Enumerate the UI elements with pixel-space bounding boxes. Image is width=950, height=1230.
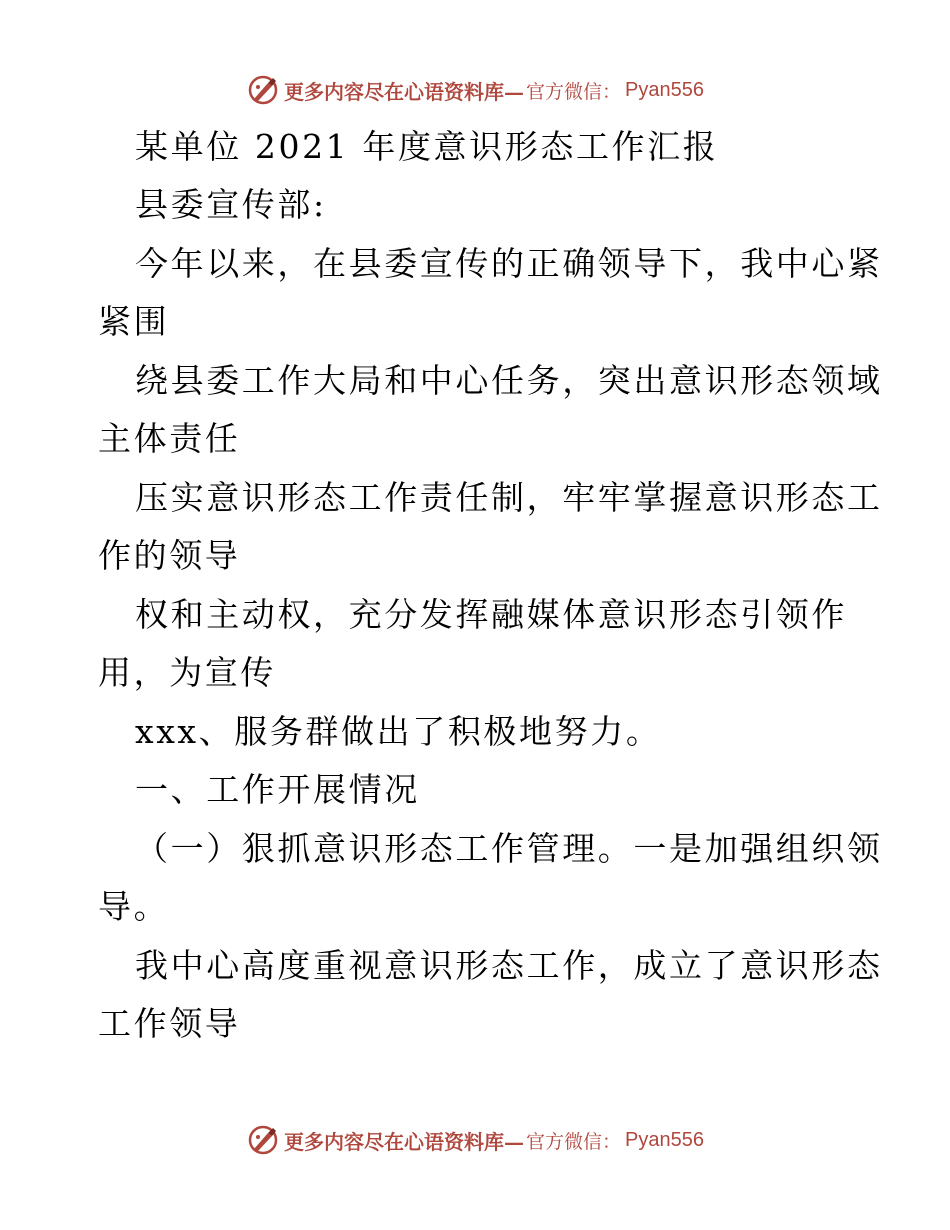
paragraph-line: 用，为宣传 — [98, 653, 276, 692]
footer-banner — [0, 1120, 950, 1160]
paragraph-line: 压实意识形态工作责任制，牢牢掌握意识形态工 — [135, 478, 883, 517]
paragraph-line: 今年以来，在县委宣传的正确领导下，我中心紧 — [135, 244, 883, 283]
paragraph-line: （一）狠抓意识形态工作管理。一是加强组织领 — [135, 829, 883, 868]
section-heading: 一、工作开展情况 — [135, 770, 420, 809]
paragraph-line: xxx、服务群做出了积极地努力。 — [135, 712, 662, 751]
document-title: 某单位 2021 年度意识形态工作汇报 — [135, 127, 719, 166]
paragraph-line: 作的领导 — [98, 536, 241, 575]
promo-text: 更多内容尽在心语资料库— — [284, 79, 524, 104]
wechat-id: Pyan556 — [625, 1128, 704, 1151]
pen-circle-logo-icon — [246, 73, 280, 107]
wechat-label: 官方微信： — [526, 1130, 622, 1153]
wechat-label: 官方微信： — [526, 80, 622, 103]
promo-text: 更多内容尽在心语资料库— — [284, 1129, 524, 1154]
wechat-id: Pyan556 — [625, 78, 704, 101]
paragraph-line: 导。 — [98, 887, 170, 926]
paragraph-line: 绕县委工作大局和中心任务，突出意识形态领域 — [135, 361, 883, 400]
paragraph-line: 我中心高度重视意识形态工作，成立了意识形态 — [135, 946, 883, 985]
paragraph-line: 紧围 — [98, 302, 170, 341]
pen-circle-logo-icon — [246, 1123, 280, 1157]
header-banner — [0, 70, 950, 110]
paragraph-line: 主体责任 — [98, 419, 241, 458]
paragraph-line: 权和主动权，充分发挥融媒体意识形态引领作 — [135, 595, 847, 634]
paragraph-line: 工作领导 — [98, 1004, 241, 1043]
addressee: 县委宣传部: — [135, 185, 327, 224]
